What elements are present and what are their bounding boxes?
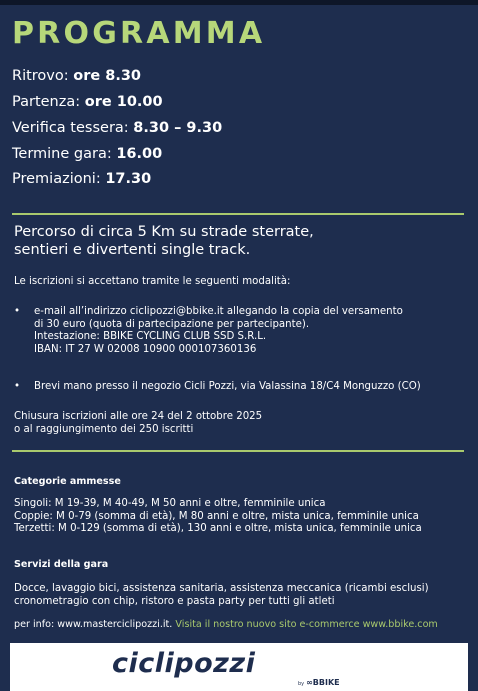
registration-hand: Brevi mano presso il negozio Cicli Pozzi, via Valassina 18/C4 Monguzzo (CO) [34,381,421,392]
registration-closing [14,411,466,436]
services-heading: Servizi della gara [14,559,109,570]
bullet-hand: • [14,381,21,392]
bbike-logo [298,678,340,687]
ciclipozzi-logo: ciclipozzi [112,648,256,679]
bbike-brand: ∞BBIKE [306,678,340,687]
categories-list [14,498,466,536]
category-line: Coppie: M 0-79 (somma di età), M 80 anni e oltre, mista unica, femminile unica [14,510,419,522]
course-line-2: sentieri e divertenti single track. [14,242,251,258]
divider-top [12,213,464,215]
schedule-label: Partenza: [12,94,81,110]
schedule-row-termine [12,146,452,162]
schedule-label: Premiazioni: [12,171,101,187]
schedule-row-premiazioni [12,171,452,187]
closing-line-2: o al raggiungimento dei 250 iscritti [14,423,194,435]
schedule-value: ore 8.30 [73,68,142,84]
schedule-value: 16.00 [116,146,163,162]
categories-heading: Categorie ammesse [14,476,121,487]
email-line-1: e-mail all’indirizzo ciclipozzi@bbike.it allegando la copia del versamento [34,306,403,317]
schedule-row-ritrovo [12,68,452,84]
service-line: cronometragio con chip, ristoro e pasta party per tutti gli atleti [14,595,335,607]
divider-bottom [12,450,464,452]
category-line: Terzetti: M 0-129 (somma di età), 130 anni e oltre, mista unica, femminile unica [14,523,422,535]
course-line-1: Percorso di circa 5 Km su strade sterrate, [14,224,314,240]
schedule-row-partenza [12,94,452,110]
schedule-value: ore 10.00 [84,94,163,110]
closing-line-1: Chiusura iscrizioni alle ore 24 del 2 ottobre 2025 [14,411,263,422]
schedule-row-verifica [12,120,452,136]
schedule-label: Termine gara: [12,146,112,162]
info-ecommerce-link[interactable]: Visita il nostro nuovo sito e-commerce www.bbike.com [175,619,438,630]
email-line-2: di 30 euro (quota di partecipazione per partecipante). [34,318,310,330]
email-line-4: IBAN: IT 27 W 02008 10900 000107360136 [34,343,257,355]
footer-logo-bar [10,643,468,691]
top-strip [0,0,478,5]
info-website-link[interactable]: per info: www.masterciclipozzi.it. [14,619,173,630]
schedule-value: 17.30 [105,171,152,187]
schedule-label: Verifica tessera: [12,120,129,136]
registration-intro: Le iscrizioni si accettano tramite le seguenti modalità: [14,276,291,287]
course-description [14,223,454,259]
bullet-email: • [14,306,21,317]
page-title: PROGRAMMA [12,16,266,51]
registration-email-block [34,306,466,356]
services-list [14,583,466,608]
category-line: Singoli: M 19-39, M 40-49, M 50 anni e oltre, femminile unica [14,498,326,509]
info-line [14,619,438,630]
service-line: Docce, lavaggio bici, assistenza sanitaria, assistenza meccanica (ricambi esclusi) [14,583,429,594]
schedule-value: 8.30 – 9.30 [133,120,223,136]
schedule-label: Ritrovo: [12,68,69,84]
by-label: by [298,681,305,687]
email-line-3: Intestazione: BBIKE CYCLING CLUB SSD S.R.L. [34,331,267,343]
